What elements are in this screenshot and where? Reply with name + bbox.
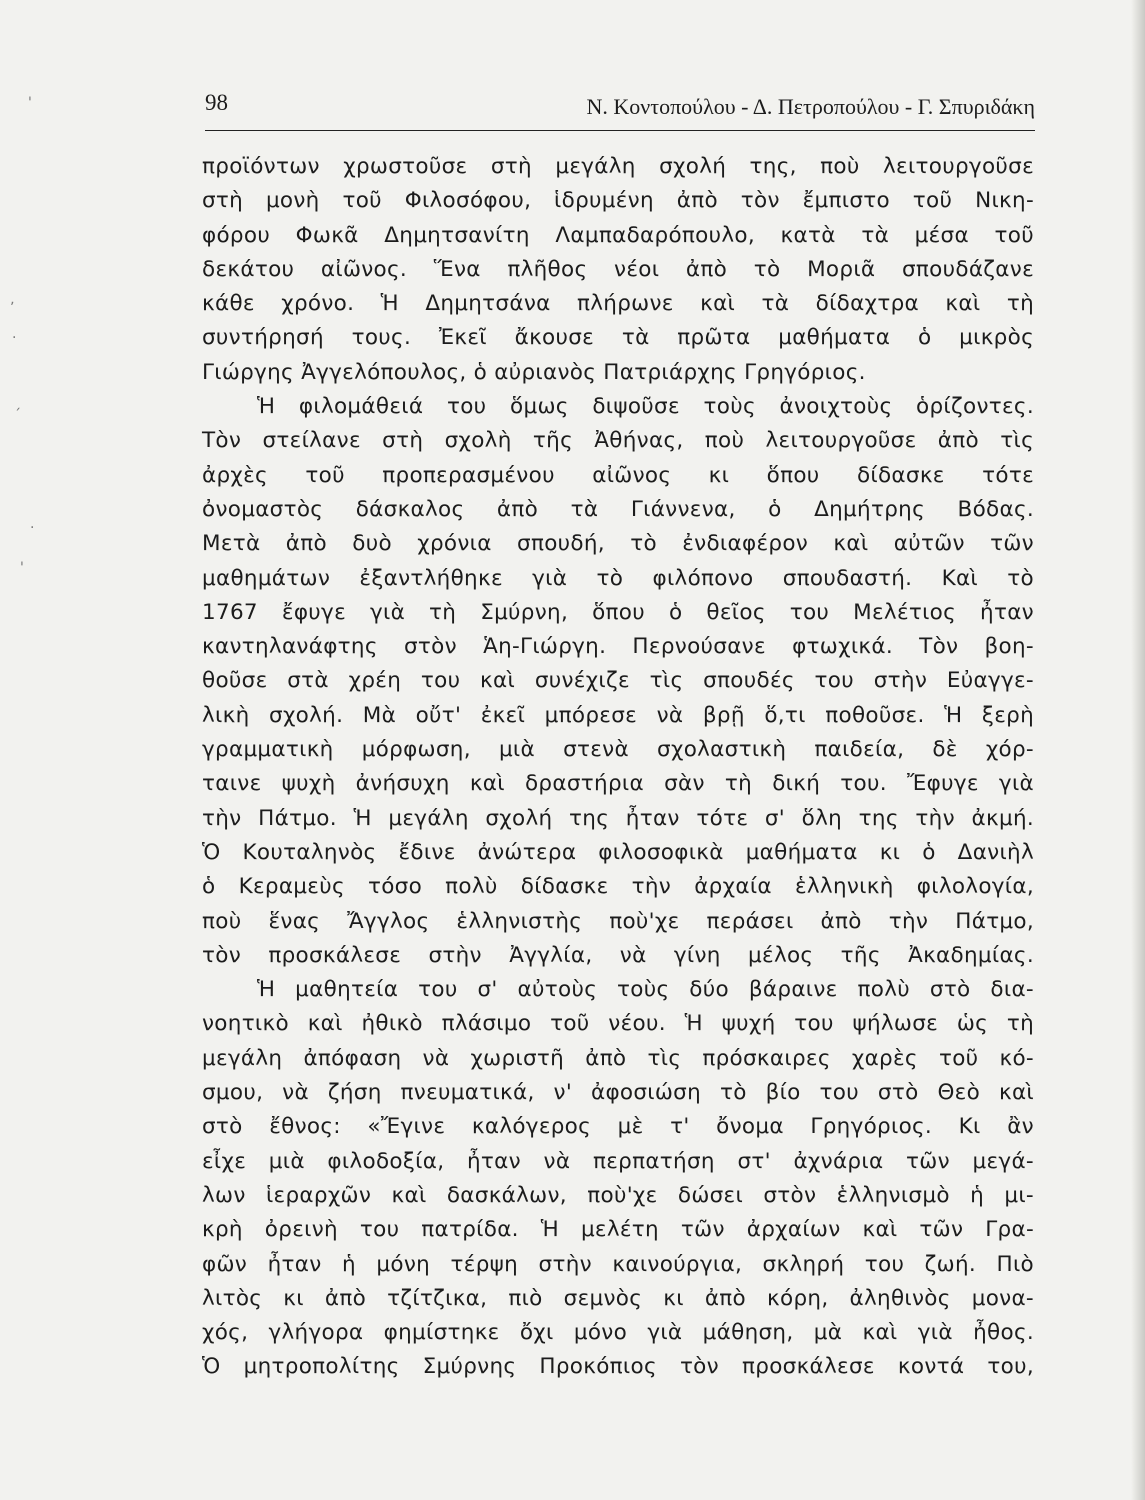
text-line: νοητικὸ καὶ ἠθικὸ πλάσιμο τοῦ νέου. Ἡ ψυχή του ψήλωσε ὡς τὴ: [202, 1011, 1034, 1037]
text-line: δεκάτου αἰῶνος. Ἕνα πλῆθος νέοι ἀπὸ τὸ Μοριᾶ σπουδάζανε: [202, 256, 1034, 282]
text-line: καντηλανάφτης στὸν Ἁη-Γιώργη. Περνούσανε φτωχικά. Τὸν βοη-: [202, 634, 1034, 660]
text-line: μαθημάτων ἐξαντλήθηκε γιὰ τὸ φιλόπονο σπουδαστή. Καὶ τὸ: [202, 565, 1034, 591]
margin-specks: ' ʼ · ˏ · ': [10, 95, 35, 576]
text-line: φόρου Φωκᾶ Δημητσανίτη Λαμπαδαρόπουλο, κατὰ τὰ μέσα τοῦ: [202, 222, 1034, 248]
running-title: Ν. Κοντοπούλου - Δ. Πετροπούλου - Γ. Σπυριδάκη: [586, 94, 1035, 119]
body-text: [202, 150, 1034, 1385]
text-line: Τὸν στείλανε στὴ σχολὴ τῆς Ἀθήνας, ποὺ λειτουργοῦσε ἀπὸ τὶς: [202, 428, 1034, 454]
text-line: χός, γλήγορα φημίστηκε ὄχι μόνο γιὰ μάθηση, μὰ καὶ γιὰ ἦθος.: [202, 1320, 1034, 1346]
text-line: τὸν προσκάλεσε στὴν Ἀγγλία, νὰ γίνη μέλος τῆς Ἀκαδημίας.: [202, 942, 1034, 968]
text-line: Μετὰ ἀπὸ δυὸ χρόνια σπουδή, τὸ ἐνδιαφέρον καὶ αὐτῶν τῶν: [202, 531, 1034, 557]
text-line: συντήρησή τους. Ἐκεῖ ἄκουσε τὰ πρῶτα μαθήματα ὁ μικρὸς: [202, 325, 1034, 351]
text-line: ὀνομαστὸς δάσκαλος ἀπὸ τὰ Γιάννενα, ὁ Δημήτρης Βόδας.: [202, 496, 1034, 522]
paragraph-first-line: Ἡ μαθητεία του σ' αὐτοὺς τοὺς δύο βάραινε πολὺ στὸ δια-: [257, 977, 1034, 1003]
text-line: εἶχε μιὰ φιλοδοξία, ἦταν νὰ περπατήση στ' ἀχνάρια τῶν μεγά-: [202, 1148, 1034, 1174]
text-line: κρὴ ὀρεινὴ του πατρίδα. Ἡ μελέτη τῶν ἀρχαίων καὶ τῶν Γρα-: [202, 1217, 1034, 1243]
text-line: θοῦσε στὰ χρέη του καὶ συνέχιζε τὶς σπουδές του στὴν Εὐαγγε-: [202, 668, 1034, 694]
text-line: λιτὸς κι ἀπὸ τζίτζικα, πιὸ σεμνὸς κι ἀπὸ κόρη, ἀληθινὸς μονα-: [202, 1285, 1034, 1311]
text-line: ὁ Κεραμεὺς τόσο πολὺ δίδασκε τὴν ἀρχαία ἑλληνικὴ φιλολογία,: [202, 874, 1034, 900]
text-line: ποὺ ἕνας Ἄγγλος ἑλληνιστὴς ποὺ'χε περάσει ἀπὸ τὴν Πάτμο,: [202, 908, 1034, 934]
text-line: Ὁ μητροπολίτης Σμύρνης Προκόπιος τὸν προσκάλεσε κοντά του,: [202, 1354, 1034, 1380]
text-line: στὸ ἔθνος: «Ἔγινε καλόγερος μὲ τ' ὄνομα Γρηγόριος. Κι ἂν: [202, 1114, 1034, 1140]
text-line: γραμματικὴ μόρφωση, μιὰ στενὰ σχολαστικὴ παιδεία, δὲ χόρ-: [202, 737, 1034, 763]
text-line: φῶν ἦταν ἡ μόνη τέρψη στὴν καινούργια, σκληρή του ζωή. Πιὸ: [202, 1251, 1034, 1277]
text-line: προϊόντων χρωστοῦσε στὴ μεγάλη σχολή της, ποὺ λειτουργοῦσε: [202, 154, 1034, 179]
text-line: μεγάλη ἀπόφαση νὰ χωριστῆ ἀπὸ τὶς πρόσκαιρες χαρὲς τοῦ κό-: [202, 1045, 1034, 1071]
text-line: τὴν Πάτμο. Ἡ μεγάλη σχολή της ἦταν τότε σ' ὅλη της τὴν ἀκμή.: [202, 805, 1034, 831]
page-edge-shadow: [1131, 0, 1145, 1500]
page-number: 98: [205, 90, 228, 115]
text-line: λων ἱεραρχῶν καὶ δασκάλων, ποὺ'χε δώσει στὸν ἑλληνισμὸ ἡ μι-: [202, 1182, 1034, 1208]
text-line: λικὴ σχολή. Μὰ οὔτ' ἐκεῖ μπόρεσε νὰ βρῇ ὅ,τι ποθοῦσε. Ἡ ξερὴ: [202, 702, 1034, 728]
text-line: κάθε χρόνο. Ἡ Δημητσάνα πλήρωνε καὶ τὰ δίδαχτρα καὶ τὴ: [202, 291, 1034, 317]
paragraph-first-line: Ἡ φιλομάθειά του ὅμως διψοῦσε τοὺς ἀνοιχτοὺς ὁρίζοντες.: [257, 394, 1034, 420]
text-line: Ὁ Κουταληνὸς ἔδινε ἀνώτερα φιλοσοφικὰ μαθήματα κι ὁ Δανιὴλ: [202, 839, 1034, 865]
text-line: ἀρχὲς τοῦ προπερασμένου αἰῶνος κι ὅπου δίδασκε τότε: [202, 462, 1034, 488]
text-line: ταινε ψυχὴ ἀνήσυχη καὶ δραστήρια σὰν τὴ δική του. Ἔφυγε γιὰ: [202, 771, 1034, 797]
text-line: Γιώργης Ἀγγελόπουλος, ὁ αὐριανὸς Πατριάρχης Γρηγόριος.: [202, 359, 866, 385]
text-line: στὴ μονὴ τοῦ Φιλοσόφου, ἱδρυμένη ἀπὸ τὸν ἔμπιστο τοῦ Νικη-: [202, 188, 1034, 214]
text-line: 1767 ἔφυγε γιὰ τὴ Σμύρνη, ὅπου ὁ θεῖος του Μελέτιος ἦταν: [202, 599, 1034, 625]
text-line: σμου, νὰ ζήση πνευματικά, ν' ἀφοσιώση τὸ βίο του στὸ Θεὸ καὶ: [202, 1080, 1034, 1106]
page-header: [205, 88, 1035, 131]
